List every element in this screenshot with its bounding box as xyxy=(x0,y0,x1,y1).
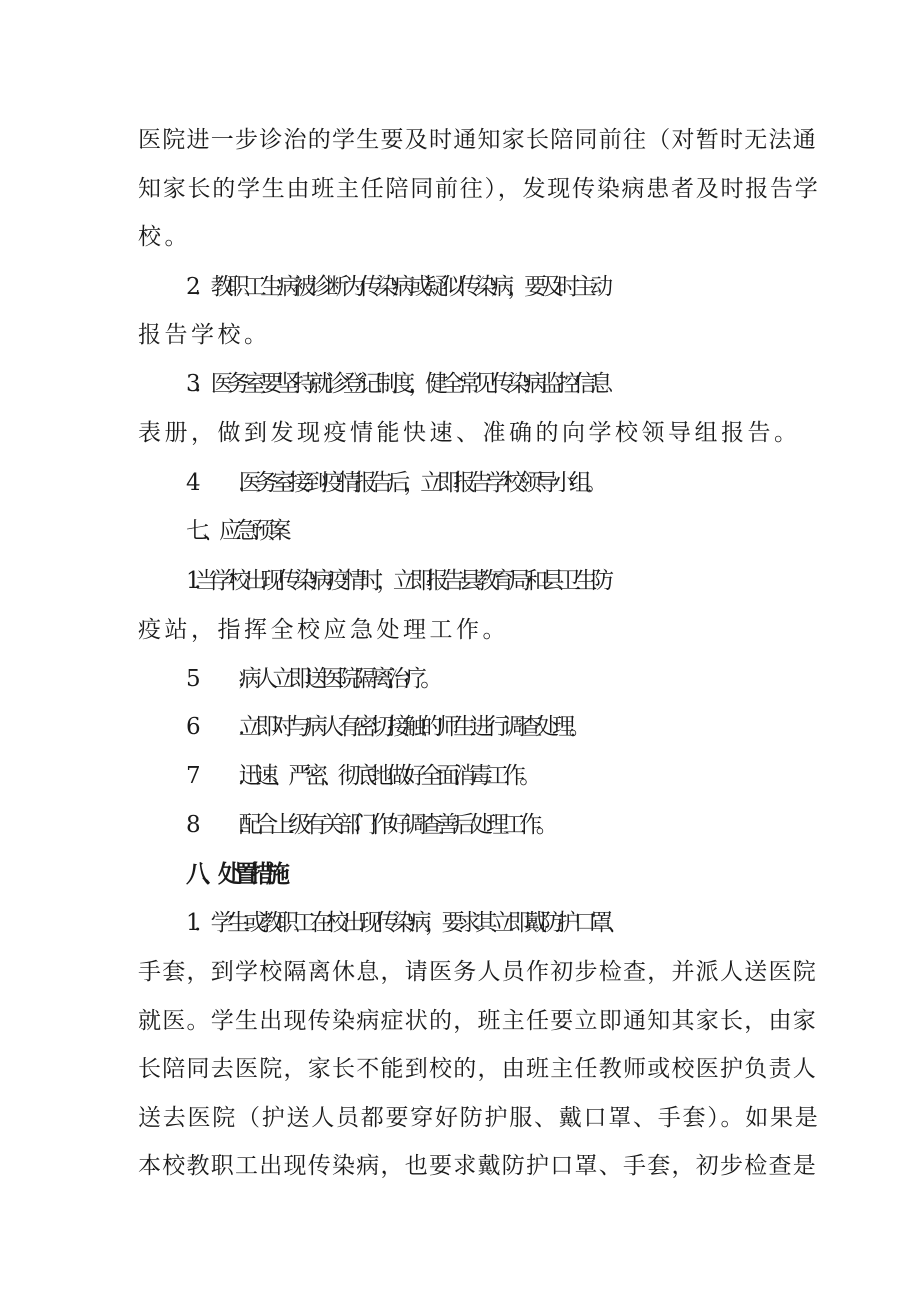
paragraph-2-line-2: 报告学校。 xyxy=(138,322,271,348)
list-item-4-number: 4 xyxy=(186,470,201,496)
section-7-heading: 七、应急预案 xyxy=(186,518,285,544)
section-8-item-1-line-3: 就医。学生出现传染病症状的，班主任要立即通知其家长，由家 xyxy=(138,1008,817,1034)
list-item-6-text: .立即对与病人有密切接触的师生进行调查处理。 xyxy=(238,714,586,740)
paragraph-1-line-3: 校。 xyxy=(138,224,191,250)
list-item-6-number: 6 xyxy=(186,714,201,740)
list-item-5-text: .病人立即送医院隔离治疗。 xyxy=(238,666,437,692)
section-7-item-1-line-1: 1.当学校出现传染病疫情时，立即报告县教育局和县卫生防 xyxy=(186,568,608,594)
list-item-8 xyxy=(186,810,846,840)
list-item-6 xyxy=(186,712,846,742)
section-8-item-1-line-5: 送去医院（护送人员都要穿好防护服、戴口罩、手套）。如果是 xyxy=(138,1105,820,1131)
list-item-5-number: 5 xyxy=(186,666,201,692)
paragraph-3-line-1: 3．医务室要坚持就诊登记制度，健全常见传染病监控信息 xyxy=(186,371,607,397)
paragraph-3-line-2: 表册，做到发现疫情能快速、准确的向学校领导组报告。 xyxy=(138,420,801,446)
list-item-7 xyxy=(186,761,846,791)
section-8-item-1-line-2: 手套，到学校隔离休息，请医务人员作初步检查，并派人送医院 xyxy=(138,959,817,985)
list-item-7-text: .迅速、严密、彻底地做好全面消毒工作。 xyxy=(238,763,536,789)
paragraph-2-line-1: 2．教职工生病被诊断为传染病或疑似传染病，要及时主动 xyxy=(186,274,607,300)
list-item-4-text: .医务室接到疫情报告后，立即报告学校领导小组。 xyxy=(238,470,602,496)
section-8-item-1-line-6: 本校教职工出现传染病，也要求戴防护口罩、手套，初步检查是 xyxy=(138,1153,817,1179)
list-item-5 xyxy=(186,664,846,694)
list-item-8-number: 8 xyxy=(186,812,201,838)
list-item-7-number: 7 xyxy=(186,763,201,789)
list-item-4 xyxy=(186,468,846,498)
paragraph-1-line-2: 知家长的学生由班主任陪同前往），发现传染病患者及时报告学 xyxy=(138,176,820,202)
list-item-8-text: .配合上级有关部门作好调查善后处理工作。 xyxy=(238,812,553,838)
section-8-item-1-line-1: 1．学生或教职工在校出现传染病，要求其立即戴防护口罩、 xyxy=(186,910,624,936)
section-8-heading: 八、处置措施 xyxy=(186,860,282,888)
section-7-item-1-line-2: 疫站，指挥全校应急处理工作。 xyxy=(138,617,509,643)
paragraph-1-line-1: 医院进一步诊治的学生要及时通知家长陪同前往（对暂时无法通 xyxy=(138,127,817,153)
section-8-item-1-line-4: 长陪同去医院，家长不能到校的，由班主任教师或校医护负责人 xyxy=(138,1056,817,1082)
